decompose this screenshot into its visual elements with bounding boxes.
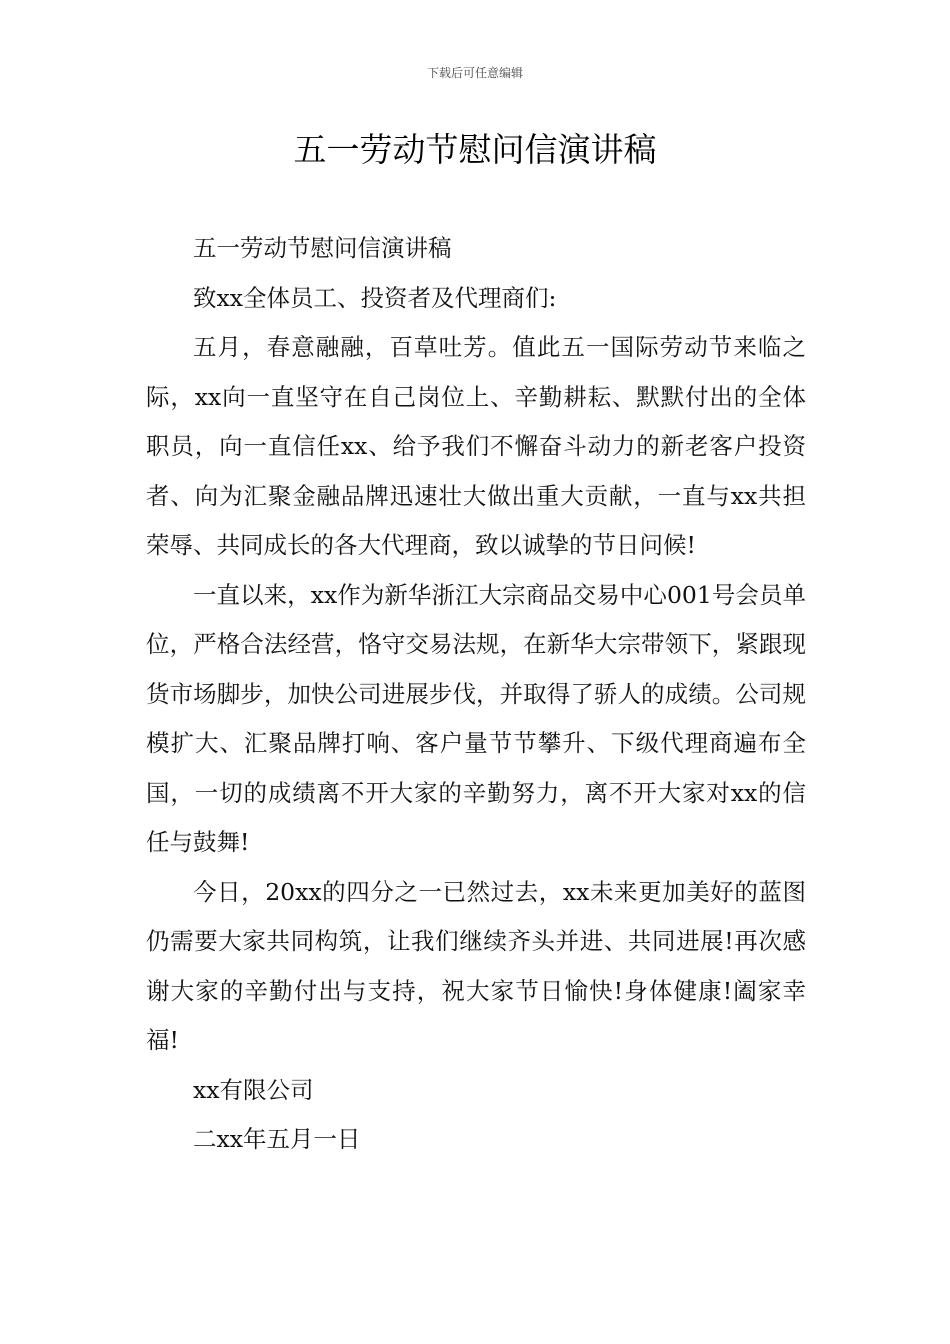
signature-date: 二xx年五月一日 [193, 1125, 361, 1153]
header-note: 下载后可任意编辑 [426, 66, 523, 80]
body-heading: 五一劳动节慰问信演讲稿 [193, 234, 452, 262]
salutation: 致xx全体员工、投资者及代理商们: [193, 283, 557, 312]
paragraph-closing: 今日，20xx的四分之一已然过去，xx未来更加美好的蓝图仍需要大家共同构筑，让我们继续齐头并进、共同进展!再次感谢大家的辛勤付出与支持，祝大家节日愉快!身体健康!阖家幸福! [146, 877, 806, 1054]
document-body [146, 224, 806, 1165]
signature-company: xx有限公司 [193, 1075, 314, 1104]
paragraph-greeting: 五月，春意融融，百草吐芳。值此五一国际劳动节来临之际，xx向一直坚守在自己岗位上、辛勤耕耘、默默付出的全体职员，向一直信任xx、给予我们不懈奋斗动力的新老客户投资者、向为汇聚金融品牌迅速壮大做出重大贡献，一直与xx共担荣辱、共同成长的各大代理商，致以诚挚的节日问候! [146, 333, 806, 559]
paragraph-achievements: 一直以来，xx作为新华浙江大宗商品交易中心001号会员单位，严格合法经营，恪守交易法规，在新华大宗带领下，紧跟现货市场脚步，加快公司进展步伐，并取得了骄人的成绩。公司规模扩大、汇聚品牌打响、客户量节节攀升、下级代理商遍布全国，一切的成绩离不开大家的辛勤努力，离不开大家对xx的信任与鼓舞! [146, 580, 806, 856]
document-title: 五一劳动节慰问信演讲稿 [293, 130, 657, 169]
